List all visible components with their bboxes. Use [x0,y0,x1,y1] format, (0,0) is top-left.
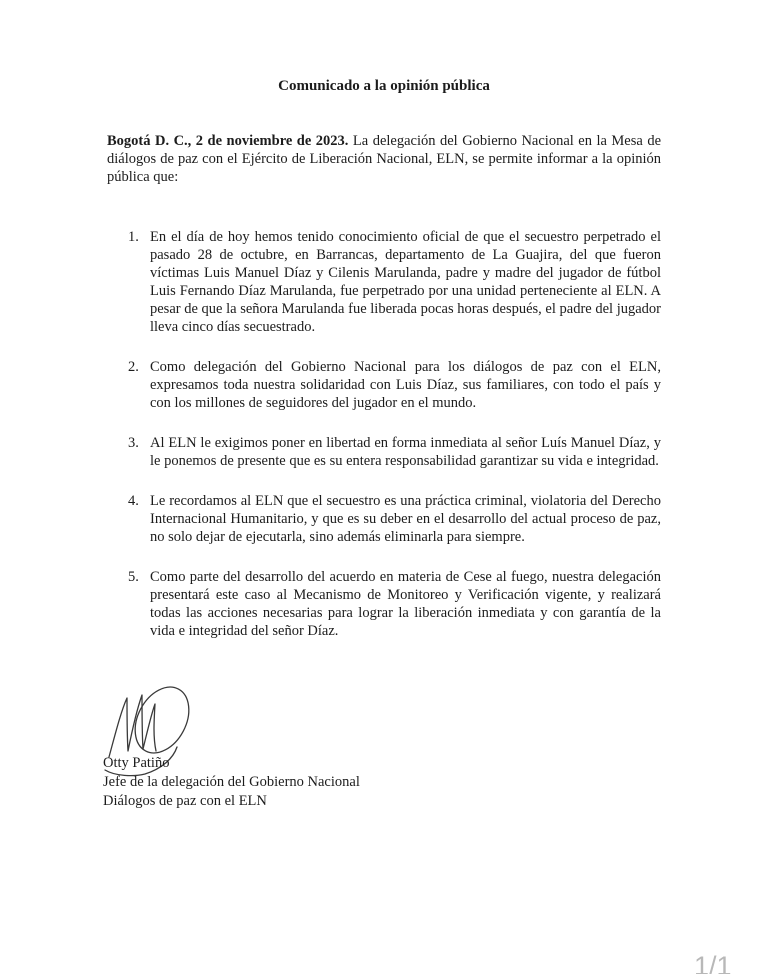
signer-org: Diálogos de paz con el ELN [103,793,267,809]
list-item-text: Como parte del desarrollo del acuerdo en materia de Cese al fuego, nuestra delegación presentará este caso al Mecanismo de Monitoreo y Verificación vigente, y realizará todas las acciones necesarias para lograr la liberación inmediata y con garantía de la vida e integridad del señor Díaz. [150,569,661,639]
intro-paragraph [107,132,661,186]
list-item [128,492,661,546]
signer-name: Otty Patiño [103,755,170,771]
list-item-text: Al ELN le exigimos poner en libertad en forma inmediata al señor Luís Manuel Díaz, y le ponemos de presente que es su entera responsabilidad garantizar su vida e integridad. [150,435,661,469]
signature-block [103,754,360,811]
list-item [128,434,661,470]
list-item-text: Como delegación del Gobierno Nacional para los diálogos de paz con el ELN, expresamos toda nuestra solidaridad con Luis Díaz, sus familiares, con todo el país y con los millones de seguidores del jugador en el mundo. [150,359,661,411]
list-item-number: 4. [128,493,139,509]
list-item-number: 1. [128,229,139,245]
list-item-number: 2. [128,359,139,375]
intro-text: La delegación del Gobierno Nacional en la Mesa de diálogos de paz con el Ejército de Liberación Nacional, ELN, se permite informar a la opinión pública que: [107,133,662,185]
dateline-bold: Bogotá D. C., 2 de noviembre de 2023. [107,133,349,149]
list-item-text: En el día de hoy hemos tenido conocimiento oficial de que el secuestro perpetrado el pasado 28 de octubre, en Barrancas, departamento de La Guajira, del que fueron víctimas Luis Manuel Díaz y Cilenis Marulanda, padre y madre del jugador de fútbol Luis Fernando Díaz Marulanda, fue perpetrado por una unidad perteneciente al ELN. A pesar de que la señora Marulanda fue liberada pocas horas después, el padre del jugador lleva cinco días secuestrado. [150,229,661,335]
document-title: Comunicado a la opinión pública [278,78,490,94]
list-item [128,568,661,640]
list-item-number: 3. [128,435,139,451]
numbered-list [107,228,661,640]
list-item-text: Le recordamos al ELN que el secuestro es una práctica criminal, violatoria del Derecho Internacional Humanitario, y que es su deber en el desarrollo del actual proceso de paz, no solo dejar de ejecutarla, sino además eliminarla para siempre. [150,493,661,545]
signer-role: Jefe de la delegación del Gobierno Nacional [103,774,360,790]
list-item [128,228,661,336]
list-item-number: 5. [128,569,139,585]
page-indicator: 1/1 [694,951,732,974]
list-item [128,358,661,412]
document-body [107,0,661,662]
